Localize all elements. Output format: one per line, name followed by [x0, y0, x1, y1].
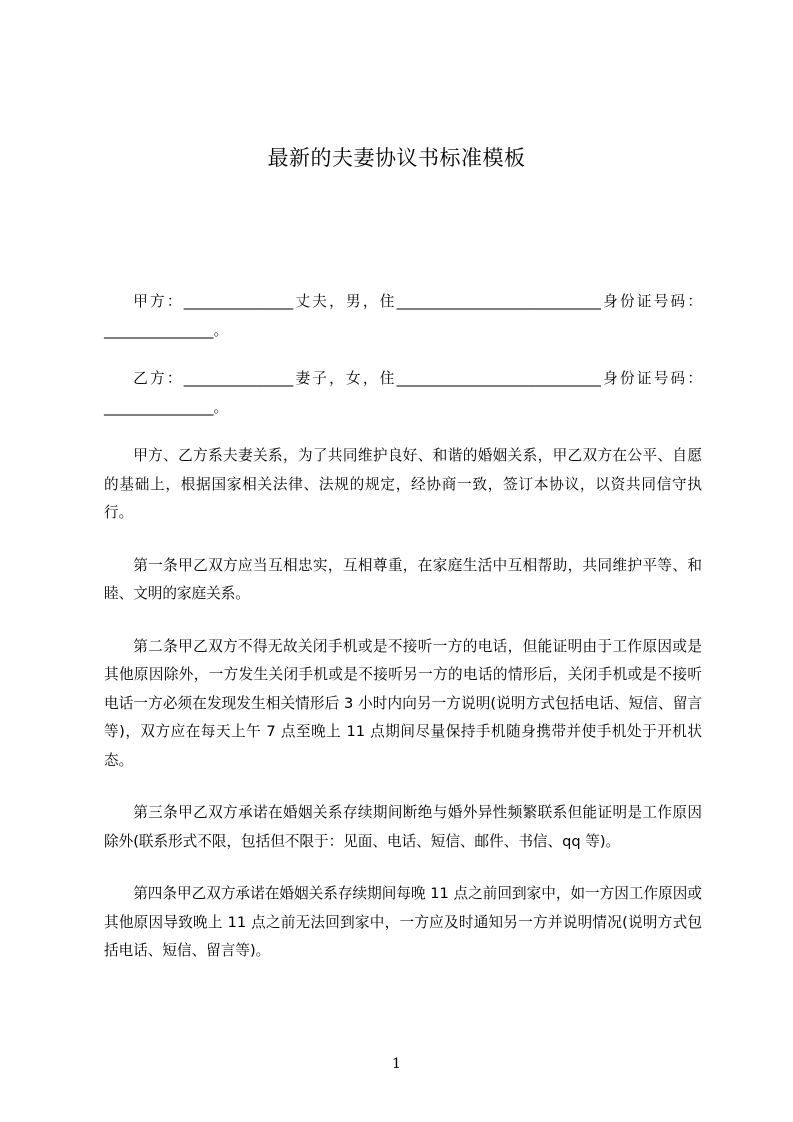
- document-title: 最新的夫妻协议书标准模板: [267, 146, 526, 170]
- party-a-paragraph: 甲方：_______________丈夫，男，住____________________________身份证号码：_______________。: [104, 293, 702, 339]
- article-1-paragraph: 第一条甲乙双方应当互相忠实，互相尊重，在家庭生活中互相帮助，共同维护平等、和睦、文明的家庭关系。: [104, 556, 702, 602]
- page-number: 1: [392, 1056, 401, 1072]
- article-3-paragraph: 第三条甲乙双方承诺在婚姻关系存续期间断绝与婚外异性频繁联系但能证明是工作原因除外(联系形式不限，包括但不限于：见面、电话、短信、邮件、书信、qq 等)。: [104, 804, 702, 850]
- article-2-paragraph: 第二条甲乙双方不得无故关闭手机或是不接听一方的电话，但能证明由于工作原因或是其他原因除外，一方发生关闭手机或是不接听另一方的电话的情形后，关闭手机或是不接听电话一方必须在发现发生相关情形后 3 小时内向另一方说明(说明方式包括电话、短信、留言等)，双方应在每天上午 7 点至晚上 11 点期间尽量保持手机随身携带并使手机处于开机状态。: [104, 637, 702, 769]
- preamble-paragraph: 甲方、乙方系夫妻关系，为了共同维护良好、和谐的婚姻关系，甲乙双方在公平、自愿的基础上，根据国家相关法律、法规的规定，经协商一致，签订本协议，以资共同信守执行。: [104, 447, 702, 521]
- article-4-paragraph: 第四条甲乙双方承诺在婚姻关系存续期间每晚 11 点之前回到家中，如一方因工作原因或其他原因导致晚上 11 点之前无法回到家中，一方应及时通知另一方并说明情况(说明方式包括电话、短信、留言等)。: [104, 885, 702, 959]
- document-body: [104, 288, 702, 990]
- party-b-paragraph: 乙方：_______________妻子，女，住____________________________身份证号码：_______________。: [104, 370, 702, 416]
